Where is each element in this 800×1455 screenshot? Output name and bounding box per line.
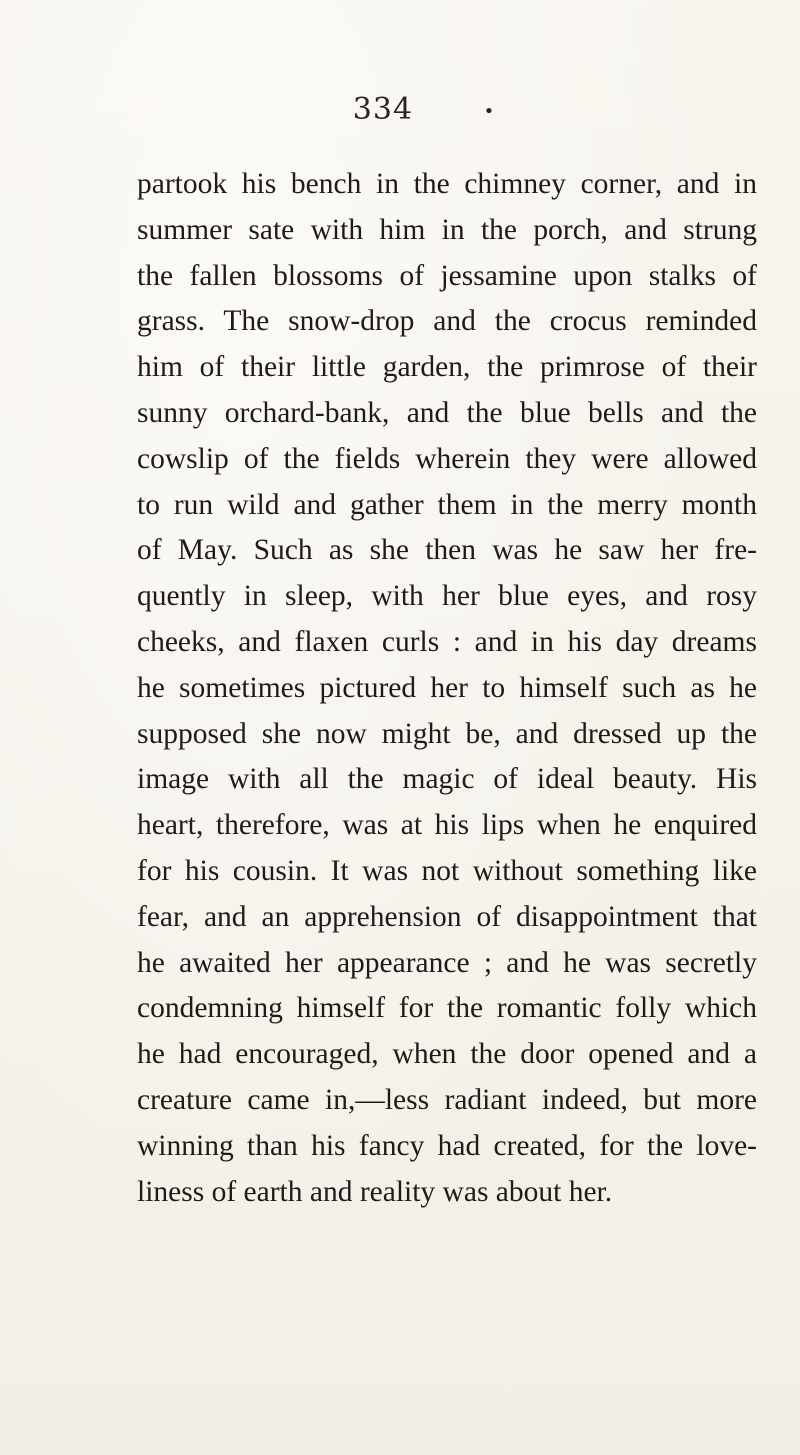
text-line: cheeks, and flaxen curls : and in his day dreams [137,625,757,658]
page-marker: • [483,100,496,122]
text-line: supposed she now might be, and dressed up the [137,717,757,750]
text-line: quently in sleep, with her blue eyes, and rosy [137,580,757,613]
text-line: creature came in,—less radiant indeed, but more [137,1083,757,1116]
text-line: condemning himself for the romantic folly which [137,992,757,1025]
text-line: summer sate with him in the porch, and strung [137,213,757,246]
text-line: cowslip of the fields wherein they were allowed [137,442,757,475]
text-line: he had encouraged, when the door opened and a [137,1038,757,1071]
text-line: image with all the magic of ideal beauty. His [137,763,757,796]
text-line: partook his bench in the chimney corner, and in [137,168,757,200]
page-number: 334 [352,92,414,127]
text-line: fear, and an apprehension of disappointment that [137,900,757,933]
text-line: the fallen blossoms of jessamine upon stalks of [137,259,757,292]
text-line: to run wild and gather them in the merry month [137,488,757,521]
text-line: he awaited her appearance ; and he was secretly [137,946,757,979]
text-line: winning than his fancy had created, for the love- [137,1129,757,1162]
text-line: grass. The snow-drop and the crocus reminded [137,305,757,338]
body-text [137,162,757,1215]
text-line-last: liness of earth and reality was about her. [137,1175,613,1208]
text-line: of May. Such as she then was he saw her fre- [137,534,757,567]
text-line: heart, therefore, was at his lips when he enquired [137,809,757,842]
text-line: him of their little garden, the primrose of their [137,351,757,384]
text-line: he sometimes pictured her to himself such as he [137,671,757,704]
text-line: sunny orchard-bank, and the blue bells and the [137,396,757,429]
text-line: for his cousin. It was not without something like [137,854,757,887]
page-header [0,92,800,127]
